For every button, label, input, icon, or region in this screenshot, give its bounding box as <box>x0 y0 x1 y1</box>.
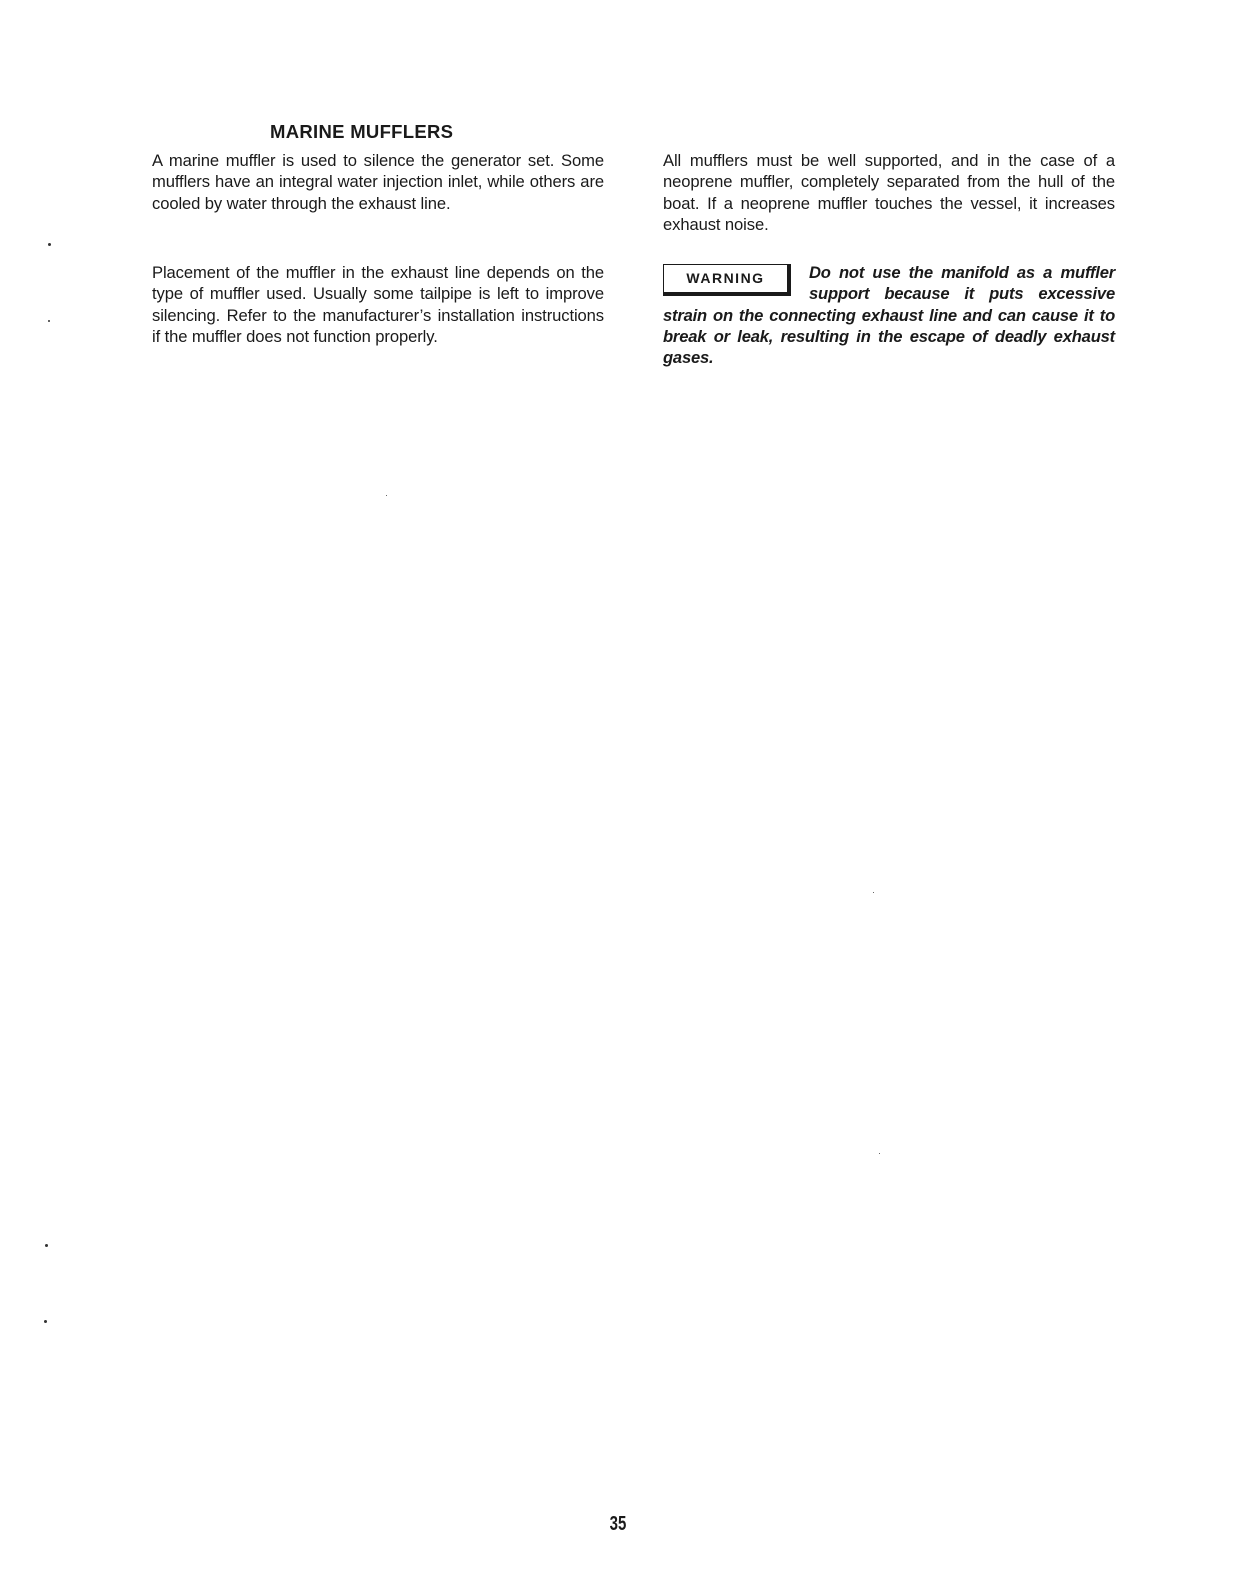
scan-speck <box>48 320 50 322</box>
scan-speck <box>45 1244 48 1247</box>
scan-speck <box>48 243 51 246</box>
scan-speck <box>386 495 387 496</box>
section-title: MARINE MUFFLERS <box>270 121 454 142</box>
warning-block <box>663 262 1115 368</box>
paragraph-muffler-support: All mufflers must be well supported, and in the case of a neoprene muffler, completely separated from the hull of the boat. If a neoprene muffler touches the vessel, it increases exhaust noise. <box>663 151 1115 234</box>
scan-speck <box>873 892 874 893</box>
paragraph-muffler-placement: Placement of the muffler in the exhaust line depends on the type of muffler used. Usually some tailpipe is left to improve silencing. Refer to the manufacturer’s installation instructions if the muffler does not function properly. <box>152 263 604 346</box>
paragraph-muffler-purpose: A marine muffler is used to silence the generator set. Some mufflers have an integral water injection inlet, while others are cooled by water through the exhaust line. <box>152 151 604 213</box>
warning-label-box: WARNING <box>663 264 791 296</box>
scan-speck <box>879 1153 880 1154</box>
warning-text: Do not use the manifold as a muffler support because it puts excessive strain on the connecting exhaust line and can cause it to break or leak, resulting in the escape of deadly exhaust gases. <box>663 263 1115 368</box>
scan-speck <box>44 1320 47 1323</box>
page-number: 35 <box>609 1513 627 1535</box>
